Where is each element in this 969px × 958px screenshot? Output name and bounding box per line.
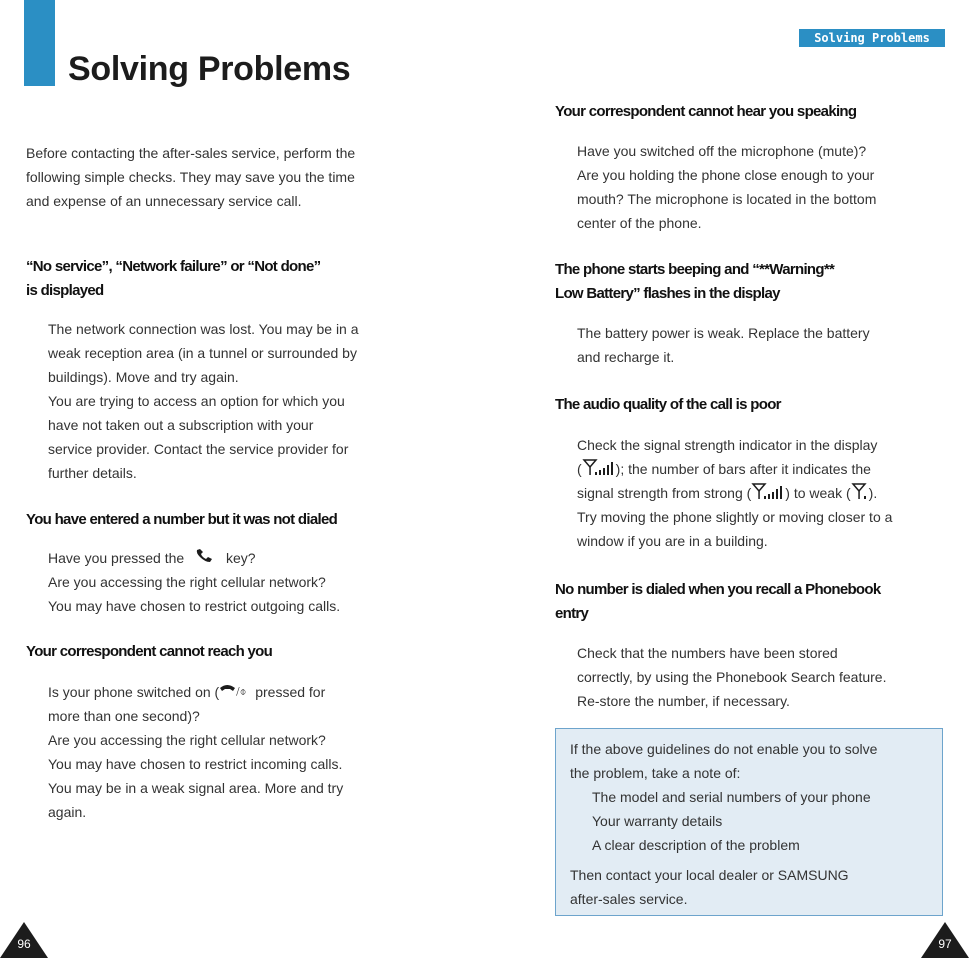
title-accent-bar: [24, 0, 55, 86]
body-line: buildings). Move and try again.: [48, 369, 239, 385]
body-line: Re-store the number, if necessary.: [577, 693, 790, 709]
section-audio-quality: [555, 393, 965, 553]
section-heading: The audio quality of the call is poor: [555, 396, 781, 413]
note-item: A clear description of the problem: [592, 837, 800, 853]
note-content: [570, 737, 940, 911]
body-line: again.: [48, 804, 87, 820]
intro-line: and expense of an unnecessary service call.: [26, 193, 302, 209]
section-no-service: [26, 255, 436, 485]
body-line: You may be in a weak signal area. More and try: [48, 780, 344, 796]
signal-strength-icon: [751, 482, 785, 505]
body-text: (: [577, 461, 582, 477]
body-text: key?: [225, 550, 256, 566]
body-line: center of the phone.: [577, 215, 702, 231]
note-item: The model and serial numbers of your phone: [592, 789, 871, 805]
body-line: have not taken out a subscription with your: [48, 417, 314, 433]
body-line: more than one second)?: [48, 708, 200, 724]
end-power-key-icon: [219, 681, 247, 704]
note-line: Then contact your local dealer or SAMSUNG: [570, 867, 849, 883]
body-line: The battery power is weak. Replace the battery: [577, 325, 870, 341]
left-column: [26, 141, 426, 213]
section-heading: The phone starts beeping and “**Warning**: [555, 261, 835, 278]
body-line: You may have chosen to restrict incoming calls.: [48, 756, 343, 772]
body-line: [555, 457, 965, 481]
body-line: [26, 680, 436, 704]
intro-line: following simple checks. They may save you the time: [26, 169, 355, 185]
send-key-icon: [194, 547, 216, 570]
svg-text:/⌽: /⌽: [236, 685, 247, 699]
body-line: [26, 546, 436, 570]
section-heading: You have entered a number but it was not dialed: [26, 511, 338, 528]
signal-strength-icon: [582, 458, 616, 481]
body-line: Check that the numbers have been stored: [577, 645, 838, 661]
body-text: ) to weak (: [785, 485, 851, 501]
section-heading: Your correspondent cannot reach you: [26, 643, 273, 660]
section-heading: “No service”, “Network failure” or “Not done”: [26, 258, 321, 275]
section-beeping: [555, 258, 955, 369]
body-text: Is your phone switched on (: [48, 684, 220, 700]
body-line: service provider. Contact the service provider for: [48, 441, 349, 457]
body-line: [555, 481, 965, 505]
section-not-dialed: [26, 508, 436, 618]
body-text: ).: [868, 485, 878, 501]
body-text: Have you pressed the: [48, 550, 185, 566]
body-line: further details.: [48, 465, 137, 481]
note-line: after-sales service.: [570, 891, 688, 907]
note-line: the problem, take a note of:: [570, 765, 741, 781]
section-cannot-reach: [26, 640, 436, 824]
page-number-right: 97: [938, 937, 952, 951]
page-title: Solving Problems: [68, 50, 351, 88]
body-line: Are you accessing the right cellular network?: [48, 732, 326, 748]
section-phonebook: [555, 578, 965, 713]
body-line: Have you switched off the microphone (mute)?: [577, 143, 867, 159]
section-heading: Your correspondent cannot hear you speaking: [555, 103, 857, 120]
section-cannot-hear: [555, 100, 955, 235]
body-text: pressed for: [255, 684, 326, 700]
body-line: window if you are in a building.: [577, 533, 768, 549]
body-line: Are you holding the phone close enough to your: [577, 167, 875, 183]
body-text: signal strength from strong (: [577, 485, 752, 501]
body-line: Are you accessing the right cellular network?: [48, 574, 326, 590]
body-line: weak reception area (in a tunnel or surrounded by: [48, 345, 357, 361]
section-badge: Solving Problems: [799, 29, 945, 47]
body-line: correctly, by using the Phonebook Search feature.: [577, 669, 887, 685]
body-line: Try moving the phone slightly or moving closer to a: [577, 509, 893, 525]
section-heading: entry: [555, 605, 589, 622]
body-line: The network connection was lost. You may be in a: [48, 321, 359, 337]
body-line: You are trying to access an option for which you: [48, 393, 345, 409]
note-item: Your warranty details: [592, 813, 723, 829]
section-heading: No number is dialed when you recall a Phonebook: [555, 581, 881, 598]
section-heading: is displayed: [26, 282, 104, 299]
note-line: If the above guidelines do not enable you to solve: [570, 741, 878, 757]
page-number-left: 96: [17, 937, 31, 951]
signal-strength-icon: [851, 482, 869, 505]
section-heading: Low Battery” flashes in the display: [555, 285, 780, 302]
body-line: Check the signal strength indicator in the display: [577, 437, 878, 453]
body-line: You may have chosen to restrict outgoing calls.: [48, 598, 341, 614]
body-text: ); the number of bars after it indicates the: [615, 461, 871, 477]
body-line: mouth? The microphone is located in the bottom: [577, 191, 877, 207]
body-line: and recharge it.: [577, 349, 675, 365]
intro-line: Before contacting the after-sales service, perform the: [26, 145, 356, 161]
